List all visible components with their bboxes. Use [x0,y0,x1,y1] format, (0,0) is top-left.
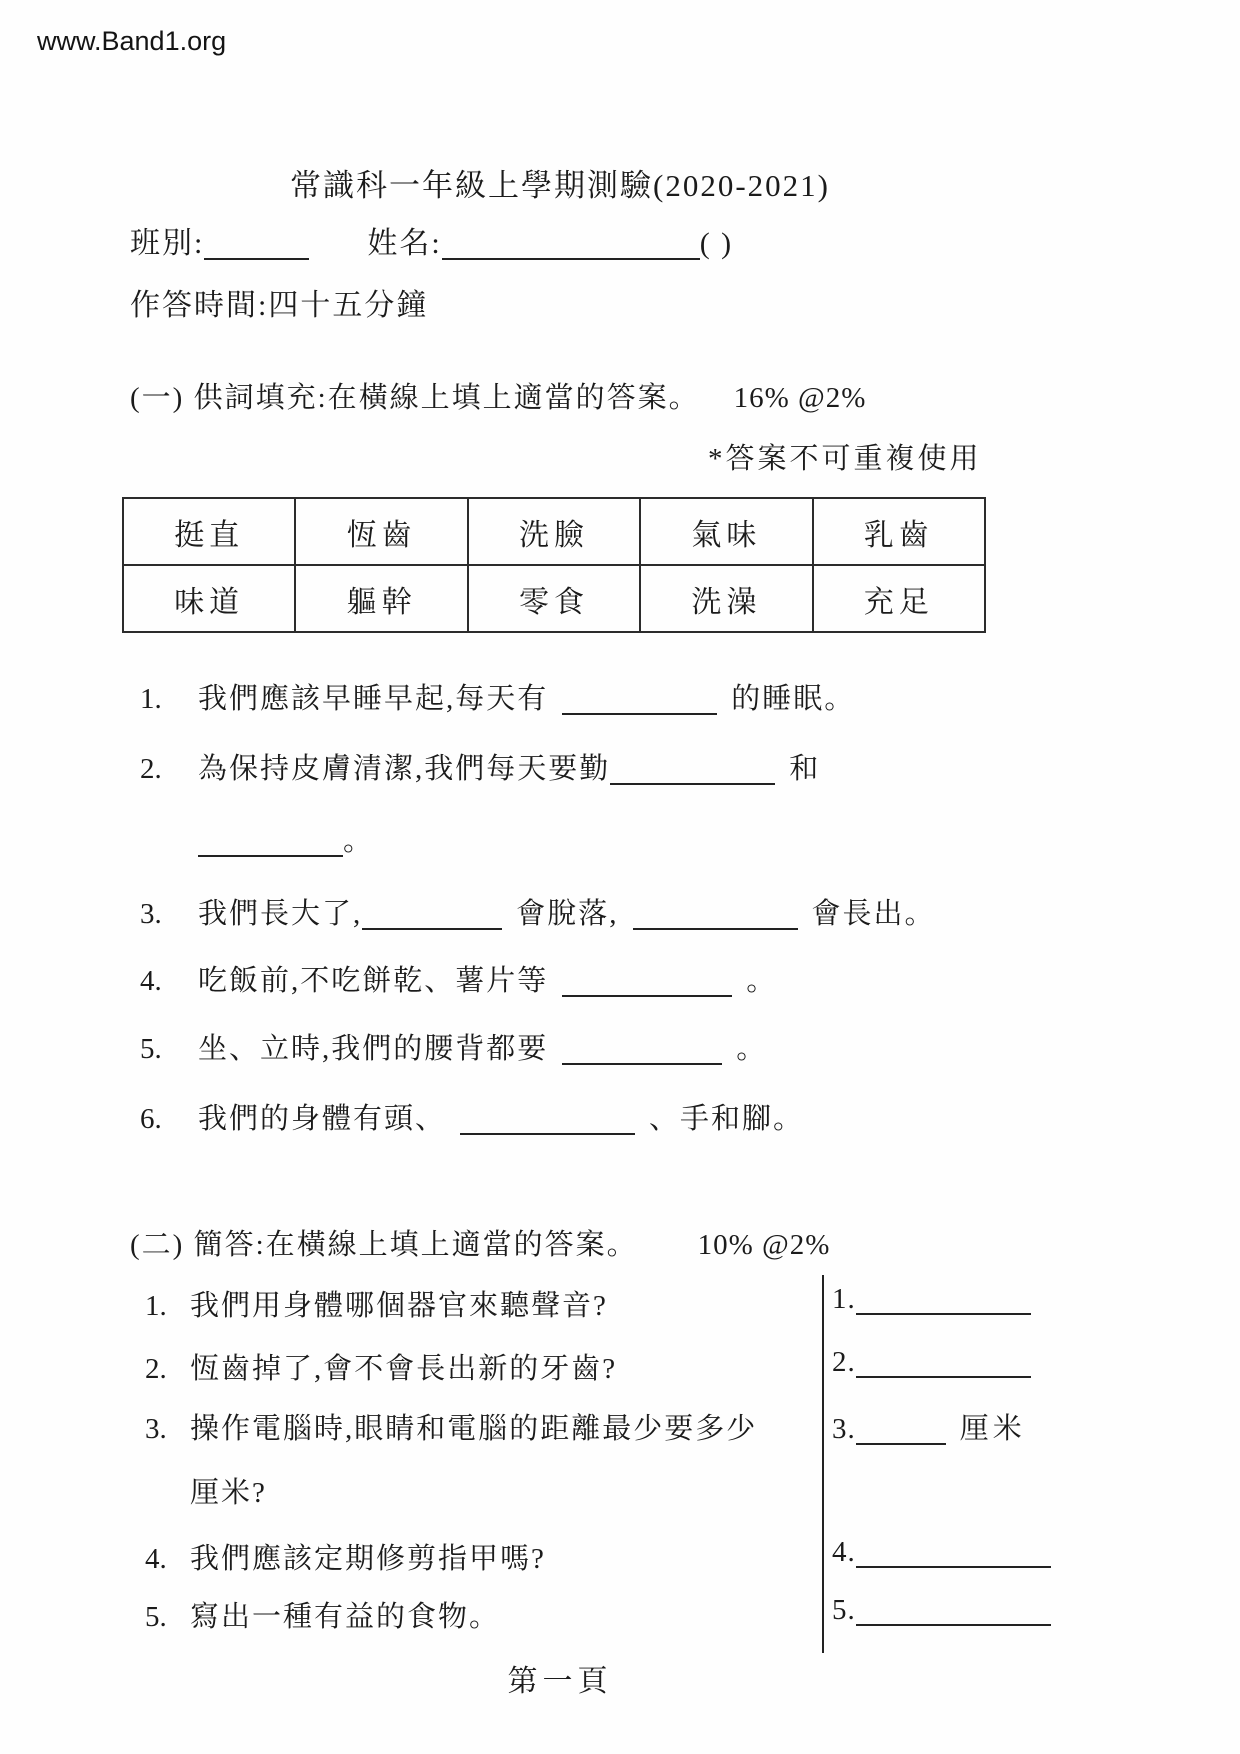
word-bank-row [123,498,985,565]
question-text: 會脫落, [516,898,619,930]
answer-blank [856,1346,1031,1378]
fill-question-4 [140,958,777,999]
word-bank-table [122,497,986,633]
word-bank-cell: 恆齒 [295,498,467,565]
section1-title: (一) 供詞填充:在橫線上填上適當的答案。 [130,382,700,414]
section1-heading [130,375,866,416]
short-question-3 [145,1406,757,1447]
question-text: 我們應該早睡早起,每天有 [198,683,549,715]
question-text: 、手和腳。 [649,1103,805,1135]
section2-title: (二) 簡答:在橫線上填上適當的答案。 [130,1229,638,1261]
question-text: 吃飯前,不吃餅乾、薯片等 [198,965,549,997]
class-label: 班別: [130,227,205,260]
question-number: 4. [145,1543,167,1575]
fill-question-5 [140,1026,767,1067]
question-text: 寫出一種有益的食物。 [190,1601,501,1633]
answer-blank [562,965,732,997]
short-question-2 [145,1346,617,1387]
question-text: 。 [736,1033,768,1065]
question-number: 1. [145,1290,167,1322]
question-text: 坐、立時,我們的腰背都要 [198,1033,549,1065]
question-text: 和 [789,753,821,785]
answer-line-3 [832,1406,1026,1447]
section2-score: 10% @2% [697,1229,831,1261]
answer-column-divider [822,1275,824,1653]
short-question-3-continued [190,1470,267,1511]
fill-question-2 [140,746,820,787]
word-bank-cell: 味道 [123,565,295,632]
answer-blank [856,1594,1051,1626]
short-question-4 [145,1536,546,1577]
question-text: 的睡眠。 [731,683,856,715]
fill-question-6 [140,1096,804,1137]
word-bank-cell: 充足 [813,565,985,632]
section1-score: 16% @2% [733,382,867,414]
question-number: 2. [145,1353,167,1385]
class-blank [204,228,309,260]
question-text: 我們長大了, [198,898,363,930]
word-bank-cell: 洗臉 [468,498,640,565]
fill-question-2-continued [198,818,374,859]
answer-blank [633,898,798,930]
short-question-1 [145,1283,608,1324]
question-number: 1. [140,683,162,715]
duration-line [130,280,428,324]
answer-line-4 [832,1536,1051,1569]
word-bank-cell: 洗澡 [640,565,812,632]
question-number: 4. [140,965,162,997]
word-bank-cell: 零食 [468,565,640,632]
answer-blank [460,1103,635,1135]
page-number: 第一頁 [507,1665,613,1698]
word-bank-cell: 乳齒 [813,498,985,565]
watermark-url: www.Band1.org [37,26,227,56]
answer-number: 4. [832,1536,856,1568]
name-blank [442,228,700,260]
answer-blank [856,1413,946,1445]
fill-question-3 [140,891,936,932]
question-number: 6. [140,1103,162,1135]
question-number: 5. [145,1601,167,1633]
question-number: 3. [140,898,162,930]
question-text: 厘米? [190,1477,267,1509]
fill-question-1 [140,676,855,717]
word-bank-row [123,565,985,632]
question-text: 恆齒掉了,會不會長出新的牙齒? [190,1353,618,1385]
answer-unit: 厘米 [959,1413,1026,1445]
short-question-5 [145,1594,500,1635]
answer-number: 1. [832,1283,856,1315]
answer-blank [362,898,502,930]
answer-number: 2. [832,1346,856,1378]
word-bank-cell: 挺直 [123,498,295,565]
answer-line-1 [832,1283,1031,1316]
answer-blank [856,1283,1031,1315]
question-number: 5. [140,1033,162,1065]
name-paren: ( ) [699,227,734,260]
answer-number: 3. [832,1413,856,1445]
word-bank-cell: 軀幹 [295,565,467,632]
answer-blank [610,753,775,785]
answer-blank [856,1536,1051,1568]
answer-line-5 [832,1594,1051,1627]
word-bank-cell: 氣味 [640,498,812,565]
answer-blank [562,1033,722,1065]
question-text: 我們用身體哪個器官來聽聲音? [190,1290,608,1322]
student-info-line [130,218,733,262]
answer-line-2 [832,1346,1031,1379]
page-title: 常識科一年級上學期測驗(2020-2021) [290,168,830,203]
question-text: 我們的身體有頭、 [198,1103,447,1135]
name-label: 姓名: [367,227,442,260]
question-text: 操作電腦時,眼睛和電腦的距離最少要多少 [190,1413,758,1445]
answer-blank [562,683,717,715]
duration-label: 作答時間:四十五分鐘 [130,289,429,322]
answer-blank [198,825,343,857]
question-text: 會長出。 [811,898,936,930]
question-text: 為保持皮膚清潔,我們每天要勤 [198,753,611,785]
question-text: 我們應該定期修剪指甲嗎? [190,1543,546,1575]
question-number: 3. [145,1413,167,1445]
question-text: 。 [746,965,778,997]
answer-number: 5. [832,1594,856,1626]
question-number: 2. [140,753,162,785]
question-text: 。 [343,825,375,857]
section2-heading [130,1222,830,1263]
section1-note: *答案不可重複使用 [708,443,982,475]
